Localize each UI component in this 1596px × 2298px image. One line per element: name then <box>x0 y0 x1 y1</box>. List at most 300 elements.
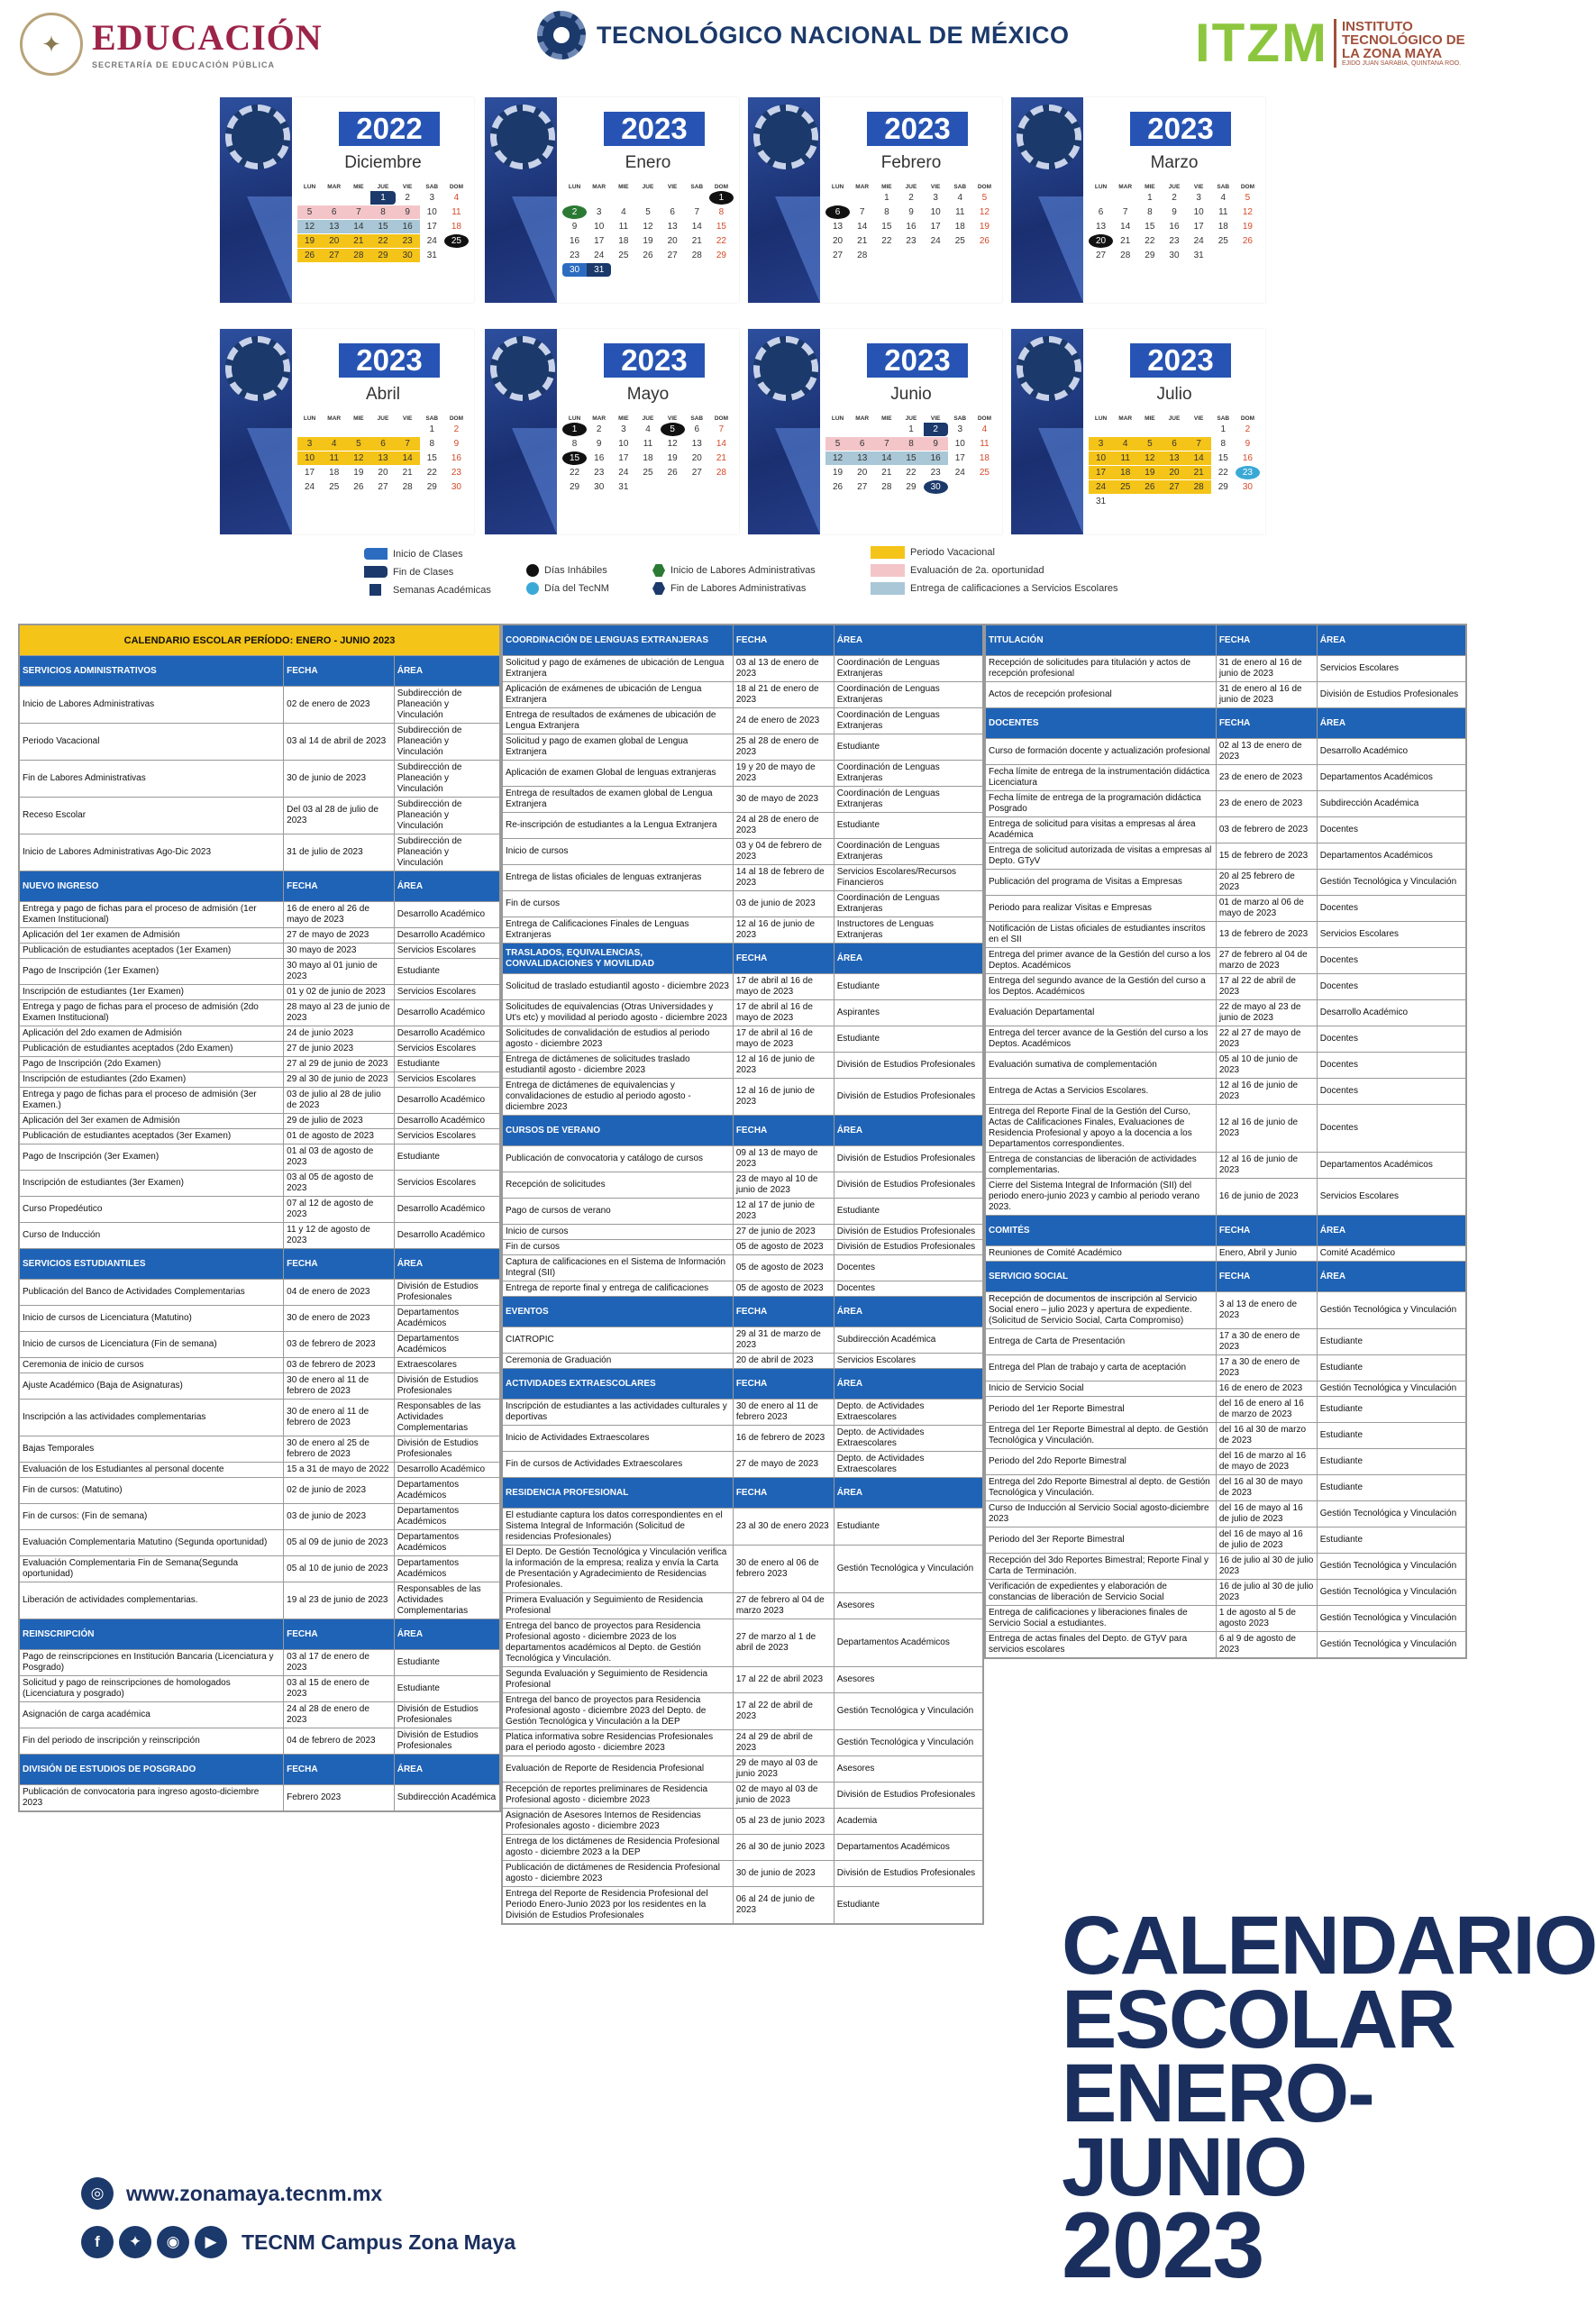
calendar-day: 26 <box>297 249 322 262</box>
calendar-day: 16 <box>451 453 461 463</box>
area-cell: Desarrollo Académico <box>394 902 499 928</box>
table-row <box>20 1478 500 1504</box>
area-cell: Docentes <box>1317 948 1465 974</box>
calendar-day: 6 <box>1162 437 1186 451</box>
activity-cell: Entrega de calificaciones y liberaciones finales de Servicio Social a estudiantes. <box>986 1606 1217 1632</box>
calendar-day: 24 <box>1089 480 1113 494</box>
calendar-day: 14 <box>716 439 726 449</box>
table-row <box>503 1225 983 1240</box>
weekday-label: MIE <box>881 184 892 190</box>
weekday-label: SAB <box>425 184 439 190</box>
date-cell: 12 al 17 de junio de 2023 <box>733 1199 834 1225</box>
area-cell: Docentes <box>1317 817 1465 844</box>
date-cell: 27 de mayo de 2023 <box>733 1452 834 1478</box>
weekday-label: MIE <box>618 415 629 422</box>
calendar-day: 15 <box>881 222 892 232</box>
calendar-day: 18 <box>643 453 653 463</box>
date-cell: Enero, Abril y Junio <box>1216 1246 1317 1262</box>
calendar-day: 28 <box>881 482 892 492</box>
weekday-label: LUN <box>1094 415 1108 422</box>
calendar-day: 23 <box>396 234 420 248</box>
section-header-cell: FECHA <box>733 1478 834 1509</box>
area-cell: Gestión Tecnológica y Vinculación <box>1317 1632 1465 1658</box>
calendar-day: 28 <box>1187 480 1211 494</box>
legend-entrega: Entrega de calificaciones a Servicios Escolares <box>910 583 1118 594</box>
section-header-cell: FECHA <box>1216 708 1317 739</box>
date-cell: del 16 de mayo al 16 de julio de 2023 <box>1216 1501 1317 1527</box>
section-header-cell: FECHA <box>733 944 834 974</box>
activity-cell: Publicación de estudiantes aceptados (3er Examen) <box>20 1129 284 1144</box>
table-row <box>986 1153 1466 1179</box>
calendar-day: 30 <box>451 482 461 492</box>
weekday-label: JUE <box>905 184 917 190</box>
area-cell: Servicios Escolares/Recursos Financieros <box>834 865 982 891</box>
calendar-day: 15 <box>562 451 587 465</box>
calendar-day: 16 <box>924 451 948 465</box>
date-cell: 17 al 22 de abril de 2023 <box>733 1693 834 1730</box>
date-cell: del 16 de enero al 16 de marzo de 2023 <box>1216 1397 1317 1423</box>
calendar-month-name: Diciembre <box>344 153 422 172</box>
calendar-day: 27 <box>857 482 868 492</box>
date-cell: 02 al 13 de enero de 2023 <box>1216 739 1317 765</box>
date-cell: 03 de junio de 2023 <box>733 891 834 917</box>
calendar-day: 7 <box>396 437 420 451</box>
date-cell: 22 de mayo al 23 de junio de 2023 <box>1216 1000 1317 1026</box>
calendar-day: 30 <box>594 482 605 492</box>
table-row <box>503 1053 983 1079</box>
calendar-day: 20 <box>833 236 844 246</box>
calendar-day: 23 <box>906 236 917 246</box>
area-cell: Estudiante <box>1317 1355 1465 1382</box>
itzm-name: INSTITUTO TECNOLÓGICO DE LA ZONA MAYA <box>1341 19 1465 61</box>
calendar-day: 29 <box>1218 482 1228 492</box>
area-cell: Coordinación de Lenguas Extranjeras <box>834 682 982 708</box>
date-cell: 03 y 04 de febrero de 2023 <box>733 839 834 865</box>
calendar-day: 27 <box>322 249 346 262</box>
date-cell: 30 de enero al 11 de febrero de 2023 <box>284 1373 395 1400</box>
calendar-day: 23 <box>451 468 461 478</box>
table-row <box>20 834 500 871</box>
table-column-middle <box>501 624 984 1925</box>
calendar-day: 21 <box>716 453 726 463</box>
area-cell: División de Estudios Profesionales <box>394 1436 499 1463</box>
calendar-day: 7 <box>1187 437 1211 451</box>
calendar-day: 26 <box>1137 480 1162 494</box>
activity-cell: Inscripción a las actividades complementarias <box>20 1400 284 1436</box>
date-cell: 31 de julio de 2023 <box>284 834 395 871</box>
calendar-day: 28 <box>691 251 702 260</box>
area-cell: Departamentos Académicos <box>394 1478 499 1504</box>
section-header-cell: NUEVO INGRESO <box>20 871 284 902</box>
table-row <box>503 787 983 813</box>
date-cell: 02 de mayo al 03 de junio de 2023 <box>733 1783 834 1809</box>
table-row <box>20 1556 500 1582</box>
area-cell: División de Estudios Profesionales <box>394 1280 499 1306</box>
date-cell: 03 de julio al 28 de julio de 2023 <box>284 1088 395 1114</box>
calendar-month-name: Marzo <box>1150 153 1199 172</box>
area-cell: Gestión Tecnológica y Vinculación <box>1317 1292 1465 1329</box>
calendar-day: 22 <box>906 468 917 478</box>
date-cell: 05 de agosto de 2023 <box>733 1240 834 1255</box>
weekday-label: SAB <box>690 415 704 422</box>
calendar-day: 25 <box>1218 236 1228 246</box>
calendar-day: 22 <box>716 236 726 246</box>
activity-cell: Pago de cursos de verano <box>503 1199 734 1225</box>
evaluacion-swatch <box>871 564 905 577</box>
table-row <box>503 1327 983 1354</box>
activity-cell: Solicitud y pago de reinscripciones de homologados (Licenciatura y posgrado) <box>20 1676 284 1702</box>
date-cell: 04 de enero de 2023 <box>284 1280 395 1306</box>
activity-cell: Bajas Temporales <box>20 1436 284 1463</box>
area-cell: Servicios Escolares <box>1317 922 1465 948</box>
area-cell: Gestión Tecnológica y Vinculación <box>1317 1382 1465 1397</box>
calendar-day: 22 <box>881 236 892 246</box>
calendar-month-name: Julio <box>1156 385 1192 404</box>
calendar-year: 2023 <box>867 112 968 146</box>
calendar-day: 8 <box>1147 207 1153 217</box>
activity-cell: Periodo del 1er Reporte Bimestral <box>986 1397 1217 1423</box>
activity-cell: Recepción de reportes preliminares de Residencia Profesional agosto - diciembre 2023 <box>503 1783 734 1809</box>
date-cell: 15 de febrero de 2023 <box>1216 844 1317 870</box>
weekday-label: JUE <box>1168 415 1181 422</box>
table-row <box>986 1606 1466 1632</box>
activity-cell: Platica informativa sobre Residencias Profesionales para el periodo agosto - diciembre 2023 <box>503 1730 734 1756</box>
area-cell: Coordinación de Lenguas Extranjeras <box>834 839 982 865</box>
date-cell: 29 al 31 de marzo de 2023 <box>733 1327 834 1354</box>
calendar-day: 1 <box>370 191 395 205</box>
calendar-day: 24 <box>930 236 941 246</box>
calendar-day: 27 <box>378 482 388 492</box>
calendar-day: 21 <box>402 468 413 478</box>
social-handle: TECNM Campus Zona Maya <box>242 2230 516 2254</box>
weekday-label: JUE <box>377 184 389 190</box>
calendar-month-name: Mayo <box>626 385 670 404</box>
calendar-day: 24 <box>305 482 315 492</box>
date-cell: 19 al 23 de junio de 2023 <box>284 1582 395 1619</box>
area-cell: Desarrollo Académico <box>1317 739 1465 765</box>
date-cell: 05 de agosto de 2023 <box>733 1255 834 1281</box>
activity-cell: Solicitudes de equivalencias (Otras Universidades y Ut's etc) y movilidad al periodo agosto - diciembre 2023 <box>503 1000 734 1026</box>
table-row <box>503 891 983 917</box>
sep-logo <box>20 13 323 76</box>
calendar-day: 2 <box>562 205 587 219</box>
calendar-day: 29 <box>426 482 437 492</box>
activity-cell: Aplicación de examen Global de lenguas extranjeras <box>503 761 734 787</box>
section-header-cell: ÁREA <box>834 1116 982 1146</box>
calendar-day: 11 <box>643 439 653 449</box>
weekday-label: LUN <box>831 184 844 190</box>
weekday-label: LUN <box>568 184 581 190</box>
date-cell: 29 de mayo al 03 de junio 2023 <box>733 1756 834 1783</box>
calendar-day: 4 <box>1220 193 1227 203</box>
table-row <box>503 813 983 839</box>
area-cell: Estudiante <box>834 1887 982 1924</box>
section-header-cell: RESIDENCIA PROFESIONAL <box>503 1478 734 1509</box>
table-row <box>986 870 1466 896</box>
area-cell: Coordinación de Lenguas Extranjeras <box>834 708 982 734</box>
activity-cell: Evaluación Departamental <box>986 1000 1217 1026</box>
calendar-day: 8 <box>898 437 923 451</box>
legend-evaluacion: Evaluación de 2a. oportunidad <box>910 565 1044 576</box>
date-cell: 18 al 21 de enero de 2023 <box>733 682 834 708</box>
section-header-cell: CURSOS DE VERANO <box>503 1116 734 1146</box>
inhabiles-icon <box>526 564 539 577</box>
calendar-day: 21 <box>1120 236 1131 246</box>
weekday-label: JUE <box>642 184 654 190</box>
weekday-label: VIE <box>930 415 941 422</box>
table-row <box>20 928 500 944</box>
calendar-day: 21 <box>691 236 702 246</box>
table-row <box>503 1783 983 1809</box>
weekday-label: DOM <box>977 184 991 190</box>
activity-cell: Aplicación de exámenes de ubicación de Lengua Extranjera <box>503 682 734 708</box>
calendar-day: 21 <box>857 236 868 246</box>
calendar-day: 9 <box>924 437 948 451</box>
area-cell: Asesores <box>834 1667 982 1693</box>
calendar-day: 27 <box>833 251 844 260</box>
calendar-julio <box>1011 329 1265 534</box>
date-cell: 09 al 13 de mayo de 2023 <box>733 1146 834 1172</box>
instagram-icon[interactable]: ◉ <box>157 2226 189 2258</box>
calendar-day: 6 <box>1098 207 1104 217</box>
date-cell: 6 al 9 de agosto de 2023 <box>1216 1632 1317 1658</box>
activity-cell: Entrega y pago de fichas para el proceso de admisión (3er Examen.) <box>20 1088 284 1114</box>
section-header-row <box>503 1478 983 1509</box>
table-row <box>986 1501 1466 1527</box>
date-cell: 31 de enero al 16 de junio de 2023 <box>1216 682 1317 708</box>
youtube-icon[interactable]: ▶ <box>195 2226 227 2258</box>
date-cell: 30 de enero al 06 de febrero 2023 <box>733 1546 834 1593</box>
date-cell: 12 al 16 de junio de 2023 <box>1216 1105 1317 1153</box>
calendar-day: 7 <box>346 205 370 219</box>
activity-cell: Entrega de actas finales del Depto. de GTyV para servicios escolares <box>986 1632 1217 1658</box>
activity-cell: Fin de cursos de Actividades Extraescolares <box>503 1452 734 1478</box>
area-cell: Aspirantes <box>834 1000 982 1026</box>
calendar-day: 11 <box>1113 451 1137 465</box>
weekday-label: SAB <box>953 415 967 422</box>
section-header-cell: FECHA <box>733 625 834 656</box>
table-row <box>503 1255 983 1281</box>
facebook-icon[interactable]: f <box>81 2226 114 2258</box>
calendar-day: 18 <box>979 453 990 463</box>
calendar-day: 18 <box>451 222 461 232</box>
calendar-day: 13 <box>370 451 395 465</box>
table-row <box>986 1382 1466 1397</box>
calendar-day: 15 <box>370 220 395 233</box>
date-cell: 23 al 30 de enero 2023 <box>733 1509 834 1546</box>
calendar-day: 14 <box>346 220 370 233</box>
table-row <box>986 1580 1466 1606</box>
area-cell: Subdirección de Planeación y Vinculación <box>394 798 499 834</box>
calendar-day: 23 <box>594 468 605 478</box>
legend-fin-adm: Fin de Labores Administrativas <box>670 583 807 594</box>
calendar-day: 4 <box>645 424 651 434</box>
weekday-label: LUN <box>303 415 316 422</box>
twitter-icon[interactable]: ✦ <box>119 2226 151 2258</box>
activity-cell: Publicación de estudiantes aceptados (1er Examen) <box>20 944 284 959</box>
table-row <box>503 1619 983 1667</box>
table-row <box>20 1582 500 1619</box>
activity-cell: Inicio de Labores Administrativas <box>20 687 284 724</box>
calendar-month-name: Junio <box>890 385 932 404</box>
sep-subtitle: SECRETARÍA DE EDUCACIÓN PÚBLICA <box>92 60 276 69</box>
area-cell: Estudiante <box>394 1057 499 1072</box>
date-cell: 30 mayo de 2023 <box>284 944 395 959</box>
area-cell: Gestión Tecnológica y Vinculación <box>1317 870 1465 896</box>
table-row <box>503 1730 983 1756</box>
date-cell: 30 de junio de 2023 <box>733 1861 834 1887</box>
activity-cell: Ajuste Académico (Baja de Asignaturas) <box>20 1373 284 1400</box>
table-row <box>986 1292 1466 1329</box>
calendar-day: 7 <box>1122 207 1128 217</box>
activity-cell: Recepción de solicitudes para titulación y actos de recepción profesional <box>986 656 1217 682</box>
calendar-day: 28 <box>346 249 370 262</box>
weekday-label: JUE <box>377 415 389 422</box>
calendar-day: 30 <box>1242 482 1253 492</box>
table-row <box>986 656 1466 682</box>
eagle-seal-icon: ✦ <box>20 13 83 76</box>
date-cell: 16 de julio al 30 de julio 2023 <box>1216 1580 1317 1606</box>
table-row <box>20 1306 500 1332</box>
calendar-day: 20 <box>1089 234 1113 248</box>
table-row <box>20 1702 500 1728</box>
area-cell: Estudiante <box>834 974 982 1000</box>
calendar-day: 24 <box>1193 236 1204 246</box>
calendar-day: 2 <box>1172 193 1177 203</box>
weekday-label: SAB <box>953 184 967 190</box>
calendar-day: 3 <box>596 207 602 217</box>
date-cell: 13 de febrero de 2023 <box>1216 922 1317 948</box>
calendar-month-name: Enero <box>625 153 671 172</box>
table-row <box>986 682 1466 708</box>
calendar-day: 19 <box>643 236 653 246</box>
activity-cell: Curso de Inducción <box>20 1223 284 1249</box>
calendar-marzo <box>1011 97 1265 303</box>
date-cell: 31 de enero al 16 de junio de 2023 <box>1216 656 1317 682</box>
legend-dia-tecnm: Día del TecNM <box>544 583 609 594</box>
table-row <box>503 1146 983 1172</box>
website-link[interactable]: www.zonamaya.tecnm.mx <box>126 2181 383 2205</box>
table-row <box>20 798 500 834</box>
date-cell: 01 de marzo al 06 de mayo de 2023 <box>1216 896 1317 922</box>
table-row <box>503 1809 983 1835</box>
activity-cell: Entrega de reporte final y entrega de calificaciones <box>503 1281 734 1297</box>
calendar-year: 2023 <box>1130 112 1231 146</box>
activity-cell: Periodo del 3er Reporte Bimestral <box>986 1527 1217 1554</box>
activity-cell: Fin de cursos <box>503 891 734 917</box>
activity-cell: Inscripción de estudiantes (3er Examen) <box>20 1171 284 1197</box>
date-cell: 03 al 17 de enero de 2023 <box>284 1650 395 1676</box>
calendar-day: 28 <box>1120 251 1131 260</box>
calendar-day: 5 <box>297 205 322 219</box>
calendar-day: 22 <box>370 234 395 248</box>
section-header-cell: FECHA <box>1216 625 1317 656</box>
weekday-label: MAR <box>592 415 606 422</box>
table-row <box>20 1332 500 1358</box>
section-header-cell: EVENTOS <box>503 1297 734 1327</box>
calendar-day: 23 <box>930 468 941 478</box>
calendar-day: 30 <box>1169 251 1180 260</box>
activity-cell: Fecha límite de entrega de la instrumentación didáctica Licenciatura <box>986 765 1217 791</box>
area-cell: Gestión Tecnológica y Vinculación <box>1317 1554 1465 1580</box>
calendar-day: 5 <box>981 193 988 203</box>
calendar-day: 26 <box>667 468 678 478</box>
activity-cell: Entrega de dictámenes de equivalencias y convalidaciones de estudio al periodo agosto - diciembre 2023 <box>503 1079 734 1116</box>
date-cell: 01 de agosto de 2023 <box>284 1129 395 1144</box>
table-row <box>503 761 983 787</box>
area-cell: Subdirección Académica <box>834 1327 982 1354</box>
calendar-day: 14 <box>1120 222 1131 232</box>
activity-cell: Fin de cursos: (Fin de semana) <box>20 1504 284 1530</box>
calendar-day: 3 <box>933 193 938 203</box>
date-cell: 16 de julio al 30 de julio 2023 <box>1216 1554 1317 1580</box>
weekday-label: MIE <box>353 184 364 190</box>
table-row <box>20 1436 500 1463</box>
calendar-day: 8 <box>1220 439 1227 449</box>
table-row <box>986 1026 1466 1053</box>
calendar-day: 28 <box>402 482 413 492</box>
weekday-label: VIE <box>667 415 678 422</box>
date-cell: 16 de enero de 2023 <box>1216 1382 1317 1397</box>
legend-fin-clases: Fin de Clases <box>393 566 454 578</box>
calendar-day: 16 <box>594 453 605 463</box>
legend-semanas: Semanas Académicas <box>393 584 491 596</box>
calendar-day: 26 <box>979 236 990 246</box>
date-cell: 16 de febrero de 2023 <box>733 1426 834 1452</box>
area-cell: Asesores <box>834 1593 982 1619</box>
area-cell: Subdirección de Planeación y Vinculación <box>394 761 499 798</box>
table-row <box>503 974 983 1000</box>
weekday-label: VIE <box>1193 184 1204 190</box>
calendar-day: 12 <box>825 451 850 465</box>
activity-cell: Entrega de resultados de exámenes de ubicación de Lengua Extranjera <box>503 708 734 734</box>
date-cell: 23 de enero de 2023 <box>1216 791 1317 817</box>
calendar-day: 25 <box>329 482 340 492</box>
table-row <box>986 948 1466 974</box>
date-cell: 27 de febrero al 04 de marzo 2023 <box>733 1593 834 1619</box>
weekday-label: JUE <box>642 415 654 422</box>
date-cell: 14 al 18 de febrero de 2023 <box>733 865 834 891</box>
calendar-day: 25 <box>618 251 629 260</box>
area-cell: Docentes <box>834 1281 982 1297</box>
calendar-day: 24 <box>594 251 605 260</box>
section-header-cell: ÁREA <box>1317 708 1465 739</box>
inicio-clases-icon <box>364 548 388 560</box>
activity-cell: Inicio de Servicio Social <box>986 1382 1217 1397</box>
table-row <box>986 1079 1466 1105</box>
calendar-day: 8 <box>571 439 578 449</box>
calendar-day: 13 <box>322 220 346 233</box>
area-cell: Desarrollo Académico <box>394 1114 499 1129</box>
calendar-day: 2 <box>908 193 914 203</box>
activity-cell: Recepción del 3do Reportes Bimestral; Reporte Final y Carta de Terminación. <box>986 1554 1217 1580</box>
table-row <box>503 734 983 761</box>
table-row <box>986 896 1466 922</box>
area-cell: Subdirección Académica <box>1317 791 1465 817</box>
calendar-day: 6 <box>825 205 850 219</box>
table-row <box>986 922 1466 948</box>
weekday-label: MIE <box>881 415 892 422</box>
calendar-day: 9 <box>596 439 602 449</box>
calendar-day: 21 <box>1187 466 1211 479</box>
activity-cell: Publicación del programa de Visitas a Empresas <box>986 870 1217 896</box>
activity-cell: Entrega del tercer avance de la Gestión del curso a los Deptos. Académicos <box>986 1026 1217 1053</box>
activity-cell: Liberación de actividades complementarias. <box>20 1582 284 1619</box>
weekday-label: LUN <box>1094 184 1108 190</box>
table-row <box>986 1397 1466 1423</box>
section-header-cell: ÁREA <box>1317 1262 1465 1292</box>
date-cell: 24 al 28 de enero de 2023 <box>284 1702 395 1728</box>
